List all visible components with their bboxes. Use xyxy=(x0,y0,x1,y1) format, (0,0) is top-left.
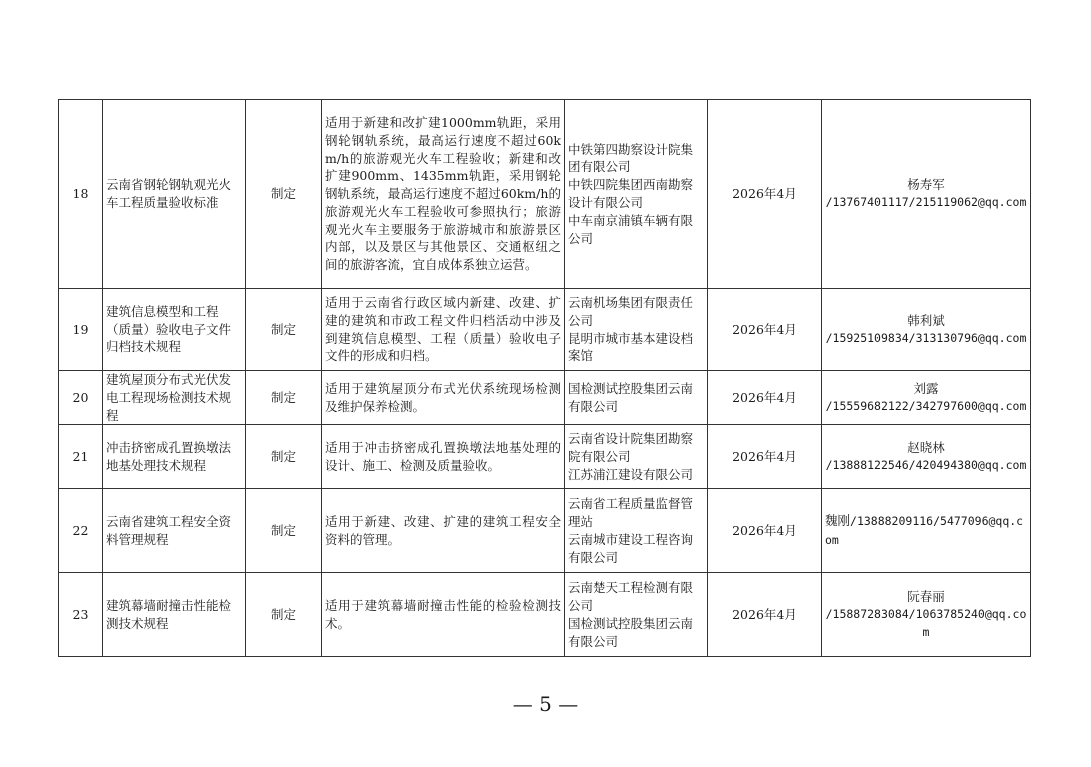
contact-info: /15887283084/1063785240@qq.com xyxy=(825,606,1027,639)
table-row xyxy=(59,371,1031,425)
standard-name: 冲击挤密成孔置换墩法地基处理技术规程 xyxy=(103,425,246,489)
row-number: 18 xyxy=(59,100,103,289)
scope-of-application: 适用于新建和改扩建1000mm轨距，采用钢轮钢轨系统，最高运行速度不超过60km/h的旅游观光火车工程验收；新建和改扩建900mm、1435mm轨距，采用钢轮钢轨系统，最高运行速度不超过60km/h的旅游观光火车工程验收可参照执行；旅游观光火车主要服务于旅游城市和旅游景区内部，以及景区与其他景区、交通枢纽之间的旅游客流，宜自成体系独立运营。 xyxy=(322,100,565,289)
project-type: 制定 xyxy=(246,425,322,489)
table-row xyxy=(59,100,1031,289)
contact-name: 魏刚 xyxy=(825,513,851,529)
row-number: 23 xyxy=(59,573,103,657)
contact-cell xyxy=(822,100,1031,289)
completion-date: 2026年4月 xyxy=(708,489,822,573)
organization: 国检测试控股集团云南有限公司 xyxy=(568,615,694,649)
table-row xyxy=(59,573,1031,657)
organization: 云南省工程质量监督管理站 xyxy=(568,496,694,530)
organization: 国检测试控股集团云南有限公司 xyxy=(568,380,694,414)
contact-name: 阮春丽 xyxy=(907,589,945,605)
lead-organizations xyxy=(565,489,708,573)
contact-info: /13888122546/420494380@qq.com xyxy=(825,457,1027,472)
contact-info: /15559682122/342797600@qq.com xyxy=(825,398,1027,413)
organization: 中车南京浦镇车辆有限公司 xyxy=(568,212,694,246)
row-number: 19 xyxy=(59,289,103,371)
lead-organizations xyxy=(565,573,708,657)
page-number: — 5 — xyxy=(512,692,579,716)
organization: 中铁四院集团西南勘察设计有限公司 xyxy=(568,177,694,210)
lead-organizations xyxy=(565,425,708,489)
scope-of-application: 适用于新建、改建、扩建的建筑工程安全资料的管理。 xyxy=(322,489,565,573)
project-type: 制定 xyxy=(246,100,322,289)
project-type: 制定 xyxy=(246,289,322,371)
standard-name: 云南省钢轮钢轨观光火车工程质量验收标准 xyxy=(103,100,246,289)
project-type: 制定 xyxy=(246,573,322,657)
standards-table xyxy=(58,99,1031,657)
organization: 云南省设计院集团勘察院有限公司 xyxy=(568,431,694,464)
contact-name: 杨寿军 xyxy=(907,177,945,193)
lead-organizations xyxy=(565,289,708,371)
lead-organizations xyxy=(565,371,708,425)
completion-date: 2026年4月 xyxy=(708,100,822,289)
table-row xyxy=(59,489,1031,573)
contact-cell xyxy=(822,489,1031,573)
completion-date: 2026年4月 xyxy=(708,371,822,425)
contact-cell xyxy=(822,289,1031,371)
contact-info: /13888209116/5477096@qq.com xyxy=(825,514,1024,547)
standard-name: 建筑屋顶分布式光伏发电工程现场检测技术规程 xyxy=(103,371,246,425)
scope-of-application: 适用于建筑幕墙耐撞击性能的检验检测技术。 xyxy=(322,573,565,657)
completion-date: 2026年4月 xyxy=(708,573,822,657)
row-number: 22 xyxy=(59,489,103,573)
standard-name: 云南省建筑工程安全资料管理规程 xyxy=(103,489,246,573)
project-type: 制定 xyxy=(246,489,322,573)
scope-of-application: 适用于云南省行政区域内新建、改建、扩建的建筑和市政工程文件归档活动中涉及到建筑信息模型、工程（质量）验收电子文件的形成和归档。 xyxy=(322,289,565,371)
standard-name: 建筑信息模型和工程（质量）验收电子文件归档技术规程 xyxy=(103,289,246,371)
completion-date: 2026年4月 xyxy=(708,425,822,489)
table-row xyxy=(59,425,1031,489)
contact-cell xyxy=(822,425,1031,489)
standard-name: 建筑幕墙耐撞击性能检测技术规程 xyxy=(103,573,246,657)
contact-name: 赵晓林 xyxy=(907,440,945,456)
contact-cell xyxy=(822,371,1031,425)
completion-date: 2026年4月 xyxy=(708,289,822,371)
contact-info: /13767401117/215119062@qq.com xyxy=(825,195,1027,209)
organization: 江苏浦江建设有限公司 xyxy=(568,466,694,482)
organization: 云南城市建设工程咨询有限公司 xyxy=(568,531,694,565)
organization: 云南机场集团有限责任公司 xyxy=(568,294,694,328)
lead-organizations xyxy=(565,100,708,289)
contact-name: 韩利斌 xyxy=(907,312,945,328)
table-row xyxy=(59,289,1031,371)
table-body xyxy=(59,100,1031,657)
contact-name: 刘露 xyxy=(913,380,939,396)
scope-of-application: 适用于冲击挤密成孔置换墩法地基处理的设计、施工、检测及质量验收。 xyxy=(322,425,565,489)
scope-of-application: 适用于建筑屋顶分布式光伏系统现场检测及维护保养检测。 xyxy=(322,371,565,425)
row-number: 20 xyxy=(59,371,103,425)
row-number: 21 xyxy=(59,425,103,489)
organization: 昆明市城市基本建设档案馆 xyxy=(568,330,694,364)
project-type: 制定 xyxy=(246,371,322,425)
organization: 中铁第四勘察设计院集团有限公司 xyxy=(568,141,694,175)
contact-cell xyxy=(822,573,1031,657)
organization: 云南楚天工程检测有限公司 xyxy=(568,580,694,614)
contact-info: /15925109834/313130796@qq.com xyxy=(825,330,1027,345)
